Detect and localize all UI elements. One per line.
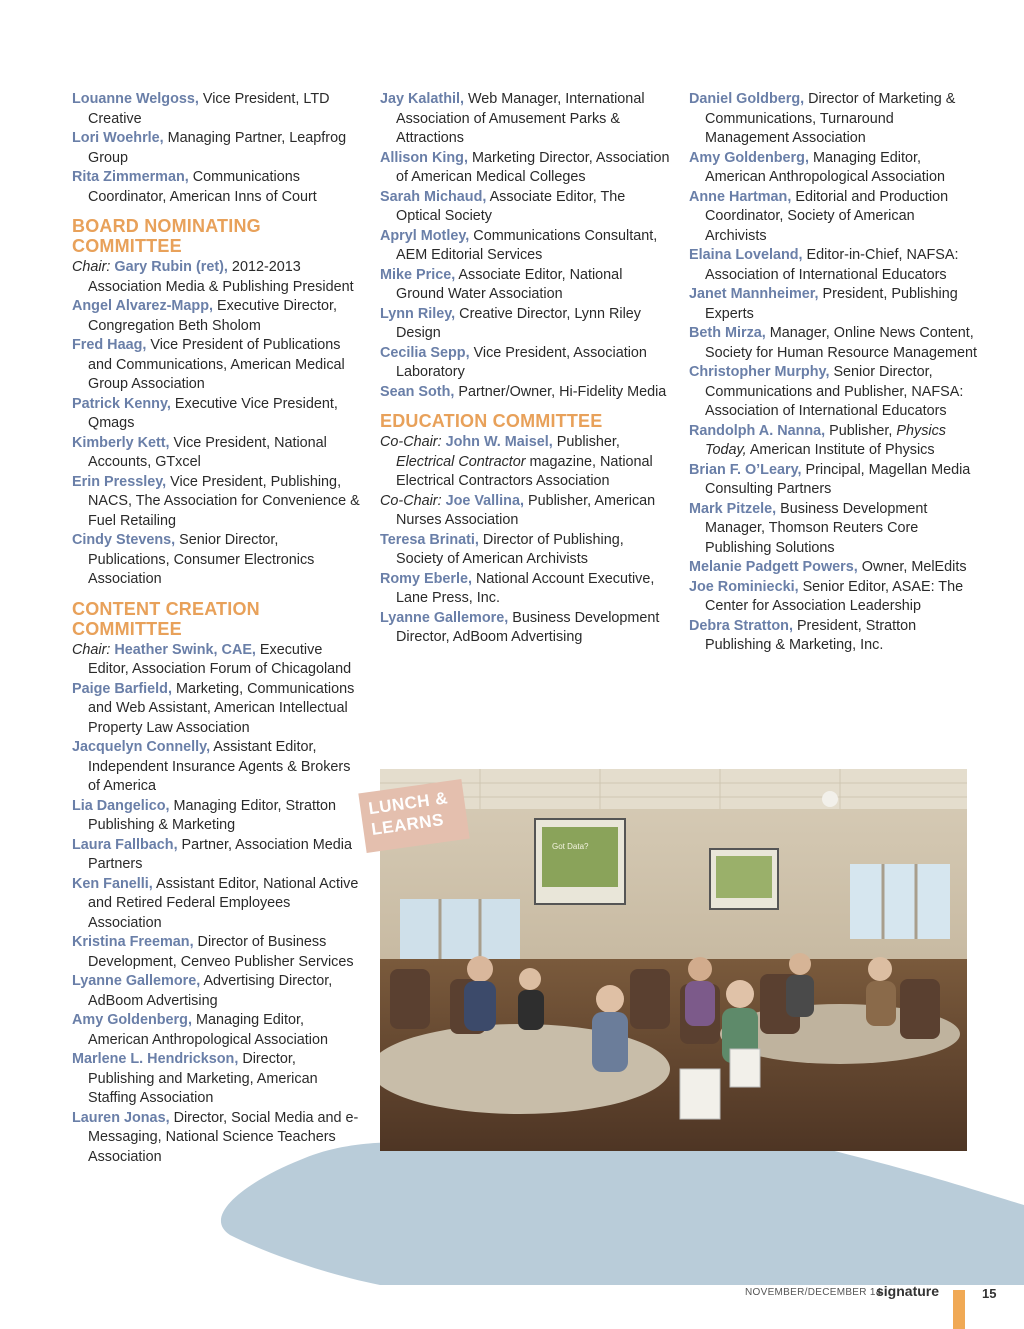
member-name: Elaina Loveland, [689,247,803,263]
member-name: Janet Mannheimer, [689,286,819,302]
member-affiliation: Partner/Owner, Hi-Fidelity Media [454,383,667,400]
cochair-text: Publisher, [552,434,620,450]
member-affiliation: Communications Coordinator, American Inns of Court [88,169,317,205]
member-name: Beth Mirza, [689,325,766,341]
member-affiliation: Business Development Manager, Thomson Reuters Core Publishing Solutions [705,500,928,556]
cochair-label: Co-Chair: [380,434,442,450]
member-name: Lauren Jonas, [72,1109,170,1126]
chair-name: Gary Rubin (ret), [110,259,228,275]
cochair-label: Co-Chair: [380,492,442,509]
member-name: Lori Woehrle, [72,130,164,146]
member-name: Joe Rominiecki, [689,578,799,595]
member-entry [380,531,670,570]
column-1 [72,90,362,1167]
member-affiliation: Senior Director, Publications, Consumer Electronics Association [88,532,315,587]
education-members [380,531,670,648]
member-entry [380,227,670,266]
member-name: Debra Stratton, [689,617,793,634]
member-affiliation: Vice President, Publishing, NACS, The Association for Convenience & Fuel Retailing [88,473,360,529]
member-entry [72,680,362,739]
member-affiliation: Director, Social Media and e-Messaging, National Science Teachers Association [88,1109,359,1165]
member-entry [689,363,979,422]
member-affiliation: American Institute of Physics [746,442,935,458]
member-entry [72,933,362,972]
member-affiliation: Marketing, Communications and Web Assistant, American Intellectual Property Law Association [88,680,355,736]
cochair-text: Publisher, American Nurses Association [396,492,656,528]
member-entry [380,609,670,648]
member-name: Paige Barfield, [72,680,172,697]
member-entry [72,395,362,434]
member-entry [380,149,670,188]
member-name: Patrick Kenny, [72,395,171,412]
member-name: Apryl Motley, [380,227,470,244]
member-affiliation: Vice President, LTD Creative [88,91,330,127]
member-name: Lyanne Gallemore, [380,609,509,626]
board-nominating-chair [72,258,362,297]
screen-text: Got Data? [552,842,589,851]
member-affiliation: Senior Director, Communications and Publisher, NAFSA: Association of International Educators [705,364,964,419]
member-name: Melanie Padgett Powers, [689,559,858,575]
member-name: Sean Soth, [380,383,455,400]
member-entry [689,324,979,363]
member-affiliation: Owner, MelEdits [857,559,967,575]
member-name: Lyanne Gallemore, [72,973,201,989]
member-affiliation: Principal, Magellan Media Consulting Partners [705,461,971,497]
member-affiliation: Manager, Online News Content, Society for Human Resource Management [705,325,977,361]
member-entry [72,972,362,1011]
chair-label: Chair: [72,259,111,275]
member-affiliation: Vice President, National Accounts, GTxcel [88,434,327,470]
member-affiliation: Managing Editor, Stratton Publishing & Marketing [88,797,336,833]
member-name: Kimberly Kett, [72,434,170,451]
lunch-learns-tag: LUNCH & LEARNS [358,779,469,853]
member-entry [689,617,979,656]
member-name: Jacquelyn Connelly, [72,739,211,755]
member-name: Daniel Goldberg, [689,91,805,107]
chair-affiliation: 2012-2013 Association Media & Publishing President [88,259,354,295]
member-entry [689,578,979,617]
member-affiliation: Assistant Editor, Independent Insurance Agents & Brokers of America [88,739,351,794]
cochair-name: John W. Maisel, [441,434,553,450]
col3-entries-b [689,461,979,656]
content-creation-chair [72,641,362,680]
member-entry [689,246,979,285]
education-cochair-2 [380,492,670,531]
member-affiliation: Managing Editor, American Anthropological Association [705,149,945,185]
member-affiliation: National Account Executive, Lane Press, Inc. [396,570,655,606]
member-name: Angel Alvarez-Mapp, [72,298,213,314]
member-entry [689,149,979,188]
member-affiliation: Associate Editor, National Ground Water Association [396,266,623,302]
member-affiliation: Director, Publishing and Marketing, American Staffing Association [88,1051,318,1106]
education-cochair-1 [380,433,670,492]
board-nominating-members [72,297,362,590]
member-entry [72,1011,362,1050]
member-affiliation: Executive Vice President, Qmags [88,395,338,431]
chair-label: Chair: [72,641,111,658]
member-affiliation: Editorial and Production Coordinator, Society of American Archivists [705,188,949,244]
member-affiliation: Managing Editor, American Anthropological Association [88,1012,328,1048]
member-affiliation: Associate Editor, The Optical Society [396,188,626,224]
member-affiliation: Director of Business Development, Cenveo Publisher Services [88,934,354,970]
member-affiliation: Partner, Association Media Partners [88,836,352,872]
member-entry [72,168,362,207]
member-entry [689,558,979,578]
member-name: Romy Eberle, [380,570,472,587]
member-name: Allison King, [380,149,468,166]
member-affiliation: Marketing Director, Association of American Medical Colleges [396,149,670,185]
member-affiliation: Director of Publishing, Society of American Archivists [396,531,624,567]
member-affiliation: Web Manager, International Association of Amusement Parks & Attractions [396,91,645,146]
member-affiliation: Assistant Editor, National Active and Retired Federal Employees Association [88,875,359,931]
member-name: Jay Kalathil, [380,91,464,107]
nanna-entry [689,422,979,461]
member-affiliation: Creative Director, Lynn Riley Design [396,305,641,341]
member-name: Lia Dangelico, [72,797,170,814]
member-entry [72,336,362,395]
member-entry [689,285,979,324]
column-3 [689,90,979,656]
member-name: Brian F. O’Leary, [689,461,802,478]
member-name: Marlene L. Hendrickson, [72,1051,239,1067]
education-heading: EDUCATION COMMITTEE [380,411,603,431]
member-affiliation: Vice President of Publications and Communications, American Medical Group Association [88,337,345,392]
member-entry [380,344,670,383]
member-name: Teresa Brinati, [380,531,479,548]
member-name: Lynn Riley, [380,305,456,322]
member-entry [380,266,670,305]
member-name: Louanne Welgoss, [72,91,199,107]
member-name: Amy Goldenberg, [689,149,809,166]
cochair-name: Joe Vallina, [441,492,524,509]
member-entry [689,90,979,149]
member-name: Laura Fallbach, [72,836,178,853]
member-entry [689,188,979,247]
chair-name: Heather Swink, CAE, [110,641,256,658]
member-name: Cindy Stevens, [72,532,176,548]
column-2 [380,90,670,648]
member-name: Christopher Murphy, [689,364,830,380]
accent-bar [953,1290,965,1329]
member-affiliation: Business Development Director, AdBoom Advertising [396,609,660,645]
member-affiliation: Vice President, Association Laboratory [396,344,647,380]
member-name: Ken Fanelli, [72,875,153,892]
member-name: Amy Goldenberg, [72,1012,192,1028]
member-entry [72,738,362,797]
member-name: Rita Zimmerman, [72,169,189,185]
issue-date: NOVEMBER/DECEMBER 14 [745,1287,882,1298]
col3-entries-a [689,90,979,422]
page-number: 15 [982,1286,997,1301]
member-affiliation: Managing Partner, Leapfrog Group [88,130,347,166]
member-entry [380,383,670,403]
chair-affiliation: Executive Editor, Association Forum of Chicagoland [88,641,352,677]
member-name: Anne Hartman, [689,188,792,205]
magazine-title: Electrical Contractor [396,453,526,470]
cochair-text: magazine, National Electrical Contractors Association [396,453,653,489]
member-entry [380,188,670,227]
member-affiliation: President, Publishing Experts [705,286,958,322]
member-affiliation: Publisher, [825,422,897,439]
member-entry [689,461,979,500]
member-entry [72,531,362,590]
member-entry [380,570,670,609]
col2-entries [380,90,670,402]
content-creation-heading: CONTENT CREATION COMMITTEE [72,598,260,639]
member-name: Cecilia Sepp, [380,344,470,361]
magazine-brand: signature [876,1283,940,1299]
col1-entries [72,90,362,207]
member-entry [72,129,362,168]
member-name: Mark Pitzele, [689,500,777,517]
member-affiliation: Executive Director, Congregation Beth Sholom [88,298,337,334]
member-entry [72,434,362,473]
member-affiliation: Director of Marketing & Communications, Turnaround Management Association [705,91,956,146]
member-name: Erin Pressley, [72,473,167,490]
member-name: Fred Haag, [72,337,147,353]
member-entry [72,875,362,934]
member-entry [72,90,362,129]
member-name: Mike Price, [380,266,456,283]
board-nominating-heading: BOARD NOMINATING COMMITTEE [72,216,261,256]
member-affiliation: President, Stratton Publishing & Marketing, Inc. [705,617,917,653]
member-affiliation: Editor-in-Chief, NAFSA: Association of International Educators [705,247,959,283]
member-entry [380,305,670,344]
member-name: Randolph A. Nanna, [689,422,826,439]
magazine-title: Physics Today, [705,422,946,458]
member-name: Sarah Michaud, [380,188,487,205]
member-entry [72,473,362,532]
member-entry [380,90,670,149]
member-entry [72,297,362,336]
member-affiliation: Senior Editor, ASAE: The Center for Association Leadership [705,578,964,614]
member-entry [72,797,362,836]
member-entry [689,500,979,559]
member-entry [72,836,362,875]
member-name: Kristina Freeman, [72,934,194,950]
member-affiliation: Communications Consultant, AEM Editorial Services [396,227,658,263]
member-affiliation: Advertising Director, AdBoom Advertising [88,973,333,1009]
